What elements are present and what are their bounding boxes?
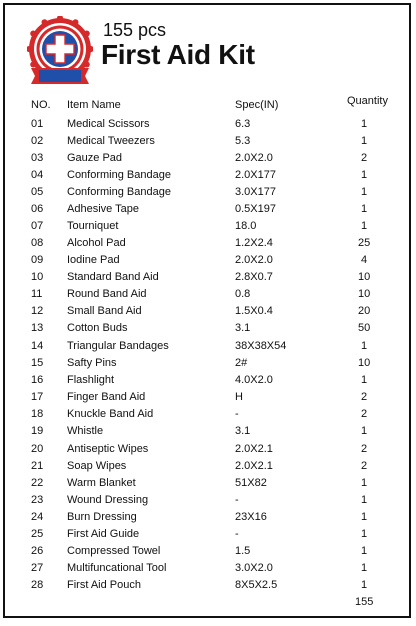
- item-quantity: 1: [360, 374, 368, 386]
- item-spec: -: [235, 408, 239, 420]
- item-name: Alcohol Pad: [67, 237, 126, 249]
- item-no: 08: [31, 237, 44, 249]
- item-quantity: 1: [360, 169, 368, 181]
- item-spec: 2#: [235, 357, 248, 369]
- item-name: Standard Band Aid: [67, 271, 159, 283]
- item-name: Gauze Pad: [67, 152, 123, 164]
- item-name: Flashlight: [67, 374, 115, 386]
- column-header-no: NO.: [31, 99, 51, 111]
- table-row: [5, 372, 409, 388]
- item-quantity: 1: [360, 545, 368, 557]
- item-spec: 2.0X177: [235, 169, 276, 181]
- item-name: Triangular Bandages: [67, 340, 169, 352]
- page-title: First Aid Kit: [101, 39, 255, 70]
- item-no: 14: [31, 340, 44, 352]
- item-quantity: 2: [360, 391, 368, 403]
- item-spec: 51X82: [235, 477, 267, 489]
- item-name: Multifuncational Tool: [67, 562, 167, 574]
- item-spec: -: [235, 528, 239, 540]
- item-quantity: 2: [360, 443, 368, 455]
- item-spec: -: [235, 494, 239, 506]
- item-name: Warm Blanket: [67, 477, 136, 489]
- item-quantity: 10: [358, 271, 371, 283]
- item-quantity: 1: [360, 135, 368, 147]
- item-count-subtitle: 155 pcs: [103, 20, 167, 40]
- item-no: 04: [31, 169, 44, 181]
- item-quantity: 10: [358, 288, 371, 300]
- column-header-spec: Spec(IN): [235, 99, 279, 111]
- item-spec: 1.5: [235, 545, 251, 557]
- item-name: Soap Wipes: [67, 460, 127, 472]
- table-row: [5, 492, 409, 508]
- item-no: 28: [31, 579, 44, 591]
- column-header-item-name: Item Name: [67, 99, 121, 111]
- item-quantity: 1: [360, 477, 368, 489]
- table-row: [5, 560, 409, 576]
- item-no: 16: [31, 374, 44, 386]
- item-quantity: 1: [360, 494, 368, 506]
- item-quantity: 1: [360, 186, 368, 198]
- item-quantity: 2: [360, 460, 368, 472]
- table-row: [5, 150, 409, 166]
- table-row: [5, 133, 409, 149]
- table-row: [5, 389, 409, 405]
- item-quantity: 1: [360, 425, 368, 437]
- table-row: [5, 526, 409, 542]
- item-spec: 0.8: [235, 288, 251, 300]
- table-row: [5, 303, 409, 319]
- table-row: [5, 406, 409, 422]
- item-name: Antiseptic Wipes: [67, 443, 149, 455]
- item-name: Conforming Bandage: [67, 169, 171, 181]
- item-name: First Aid Guide: [67, 528, 140, 540]
- item-spec: 1.2X2.4: [235, 237, 273, 249]
- item-quantity: 1: [360, 203, 368, 215]
- item-name: Knuckle Band Aid: [67, 408, 154, 420]
- item-spec: 2.0X2.0: [235, 152, 273, 164]
- item-name: Finger Band Aid: [67, 391, 146, 403]
- item-no: 07: [31, 220, 44, 232]
- item-spec: 38X38X54: [235, 340, 287, 352]
- item-no: 11: [31, 288, 43, 300]
- item-quantity: 1: [360, 511, 368, 523]
- column-header-quantity: Quantity: [347, 95, 388, 107]
- item-spec: 2.0X2.0: [235, 254, 273, 266]
- item-no: 10: [31, 271, 44, 283]
- item-quantity: 1: [360, 340, 368, 352]
- item-name: Burn Dressing: [67, 511, 137, 523]
- item-spec: 2.0X2.1: [235, 460, 273, 472]
- item-no: 23: [31, 494, 44, 506]
- item-spec: 1.5X0.4: [235, 305, 273, 317]
- item-name: Medical Tweezers: [67, 135, 155, 147]
- item-quantity: 20: [358, 305, 371, 317]
- item-spec: 3.0X177: [235, 186, 276, 198]
- item-name: Cotton Buds: [67, 322, 128, 334]
- item-no: 21: [31, 460, 44, 472]
- first-aid-kit-sheet: [3, 3, 411, 618]
- table-row: [5, 543, 409, 559]
- item-spec: 3.0X2.0: [235, 562, 273, 574]
- table-row: [5, 286, 409, 302]
- item-quantity: 1: [360, 118, 368, 130]
- table-row: [5, 338, 409, 354]
- item-spec: 18.0: [235, 220, 257, 232]
- item-spec: 5.3: [235, 135, 251, 147]
- item-no: 20: [31, 443, 44, 455]
- medical-cross-badge-icon: [27, 16, 93, 86]
- item-no: 01: [31, 118, 44, 130]
- table-row: [5, 423, 409, 439]
- table-row: [5, 235, 409, 251]
- item-no: 15: [31, 357, 44, 369]
- item-quantity: 1: [360, 562, 368, 574]
- item-name: Round Band Aid: [67, 288, 147, 300]
- item-spec: 2.0X2.1: [235, 443, 273, 455]
- table-header-row: [5, 97, 409, 113]
- item-no: 03: [31, 152, 44, 164]
- item-no: 05: [31, 186, 44, 198]
- item-spec: 0.5X197: [235, 203, 276, 215]
- item-quantity: 2: [360, 152, 368, 164]
- item-no: 02: [31, 135, 44, 147]
- item-name: Small Band Aid: [67, 305, 142, 317]
- item-no: 19: [31, 425, 44, 437]
- item-quantity: 1: [360, 220, 368, 232]
- table-row: [5, 475, 409, 491]
- table-row: [5, 577, 409, 593]
- table-row: [5, 458, 409, 474]
- item-no: 26: [31, 545, 44, 557]
- item-no: 17: [31, 391, 44, 403]
- table-row: [5, 509, 409, 525]
- item-quantity: 50: [358, 322, 371, 334]
- item-no: 06: [31, 203, 44, 215]
- item-quantity: 10: [358, 357, 371, 369]
- item-no: 13: [31, 322, 44, 334]
- table-row: [5, 269, 409, 285]
- item-name: Tourniquet: [67, 220, 119, 232]
- item-no: 25: [31, 528, 44, 540]
- item-name: Adhesive Tape: [67, 203, 139, 215]
- item-name: Iodine Pad: [67, 254, 120, 266]
- item-no: 18: [31, 408, 44, 420]
- item-name: Medical Scissors: [67, 118, 150, 130]
- total-quantity: 155: [355, 596, 374, 608]
- table-row: [5, 441, 409, 457]
- table-row: [5, 201, 409, 217]
- item-no: 24: [31, 511, 44, 523]
- table-row: [5, 355, 409, 371]
- item-spec: H: [235, 391, 243, 403]
- item-no: 27: [31, 562, 44, 574]
- item-spec: 6.3: [235, 118, 251, 130]
- item-quantity: 2: [360, 408, 368, 420]
- item-name: Wound Dressing: [67, 494, 149, 506]
- item-name: Whistle: [67, 425, 104, 437]
- table-row: [5, 167, 409, 183]
- item-spec: 2.8X0.7: [235, 271, 273, 283]
- item-no: 09: [31, 254, 44, 266]
- item-spec: 3.1: [235, 322, 251, 334]
- table-row: [5, 184, 409, 200]
- item-quantity: 25: [358, 237, 371, 249]
- item-name: Conforming Bandage: [67, 186, 171, 198]
- table-row: [5, 252, 409, 268]
- item-spec: 23X16: [235, 511, 267, 523]
- item-spec: 3.1: [235, 425, 251, 437]
- item-quantity: 1: [360, 528, 368, 540]
- item-spec: 8X5X2.5: [235, 579, 278, 591]
- item-no: 22: [31, 477, 44, 489]
- item-quantity: 4: [360, 254, 368, 266]
- table-row: [5, 218, 409, 234]
- table-row: [5, 116, 409, 132]
- item-quantity: 1: [360, 579, 368, 591]
- item-name: Compressed Towel: [67, 545, 161, 557]
- item-spec: 4.0X2.0: [235, 374, 273, 386]
- item-name: First Aid Pouch: [67, 579, 141, 591]
- table-row: [5, 320, 409, 336]
- item-no: 12: [31, 305, 44, 317]
- item-name: Safty Pins: [67, 357, 117, 369]
